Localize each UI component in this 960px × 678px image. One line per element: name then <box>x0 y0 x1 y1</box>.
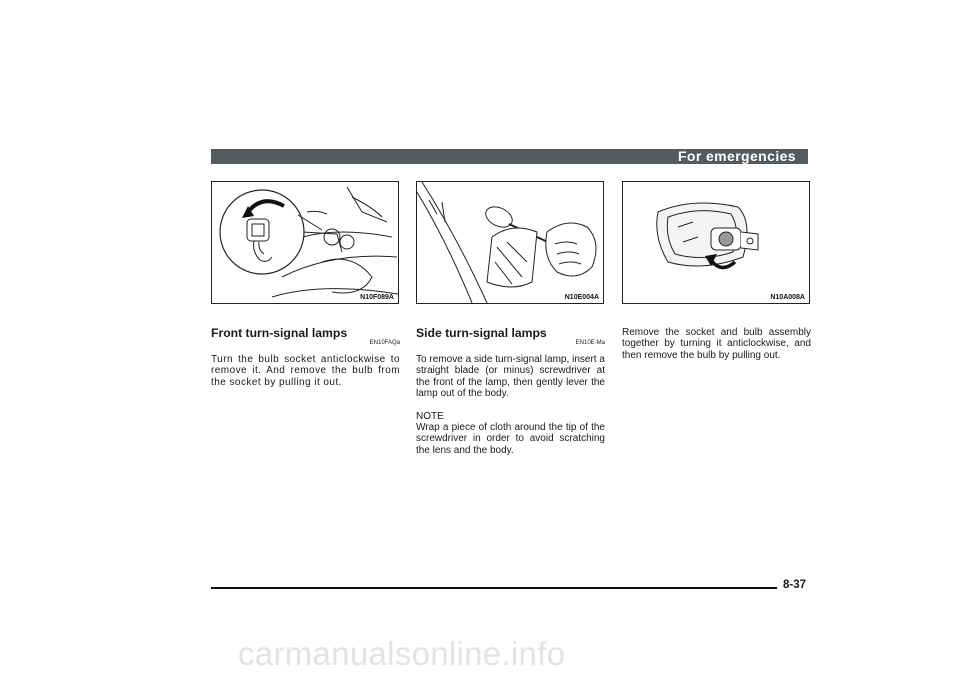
note-label: NOTE <box>416 410 444 422</box>
watermark: carmanualsonline.info <box>238 635 566 672</box>
figure-code: N10A008A <box>770 294 805 301</box>
figure-code: N10E004A <box>564 294 599 301</box>
section-title: Front turn-signal lamps <box>211 326 348 340</box>
section-code: EN10E-Ma <box>575 340 605 346</box>
section-body: Turn the bulb socket anticlockwise to remove it. And remove the bulb from the socket by pulling it out. <box>211 354 400 388</box>
figure-socket-removal <box>622 181 810 304</box>
section-body: Remove the socket and bulb assembly together by turning it anticlockwise, and then remove the bulb by pulling out. <box>622 327 811 361</box>
socket-illustration <box>623 182 809 303</box>
section-title: Side turn-signal lamps <box>416 326 547 340</box>
note-body: Wrap a piece of cloth around the tip of the screwdriver in order to avoid scratching the lens and the body. <box>416 422 605 456</box>
section-header-bar <box>211 149 808 164</box>
section-front-turn-signal <box>211 327 400 388</box>
figure-code: N10F089A <box>360 294 394 301</box>
page-number: 8-37 <box>783 579 807 591</box>
section-socket-removal <box>622 327 811 361</box>
figure-front-turn-signal <box>211 181 399 304</box>
figure-side-turn-signal <box>416 181 604 304</box>
section-code: EN10FAQa <box>369 340 400 346</box>
section-side-turn-signal <box>416 327 605 456</box>
footer-rule <box>211 587 777 589</box>
section-body: To remove a side turn-signal lamp, insert a straight blade (or minus) screwdriver at the front of the lamp, then gently lever the lamp out of the body. <box>416 354 605 400</box>
front-lamp-illustration <box>212 182 398 303</box>
side-lamp-illustration <box>417 182 603 303</box>
section-header-title: For emergencies <box>677 148 796 164</box>
